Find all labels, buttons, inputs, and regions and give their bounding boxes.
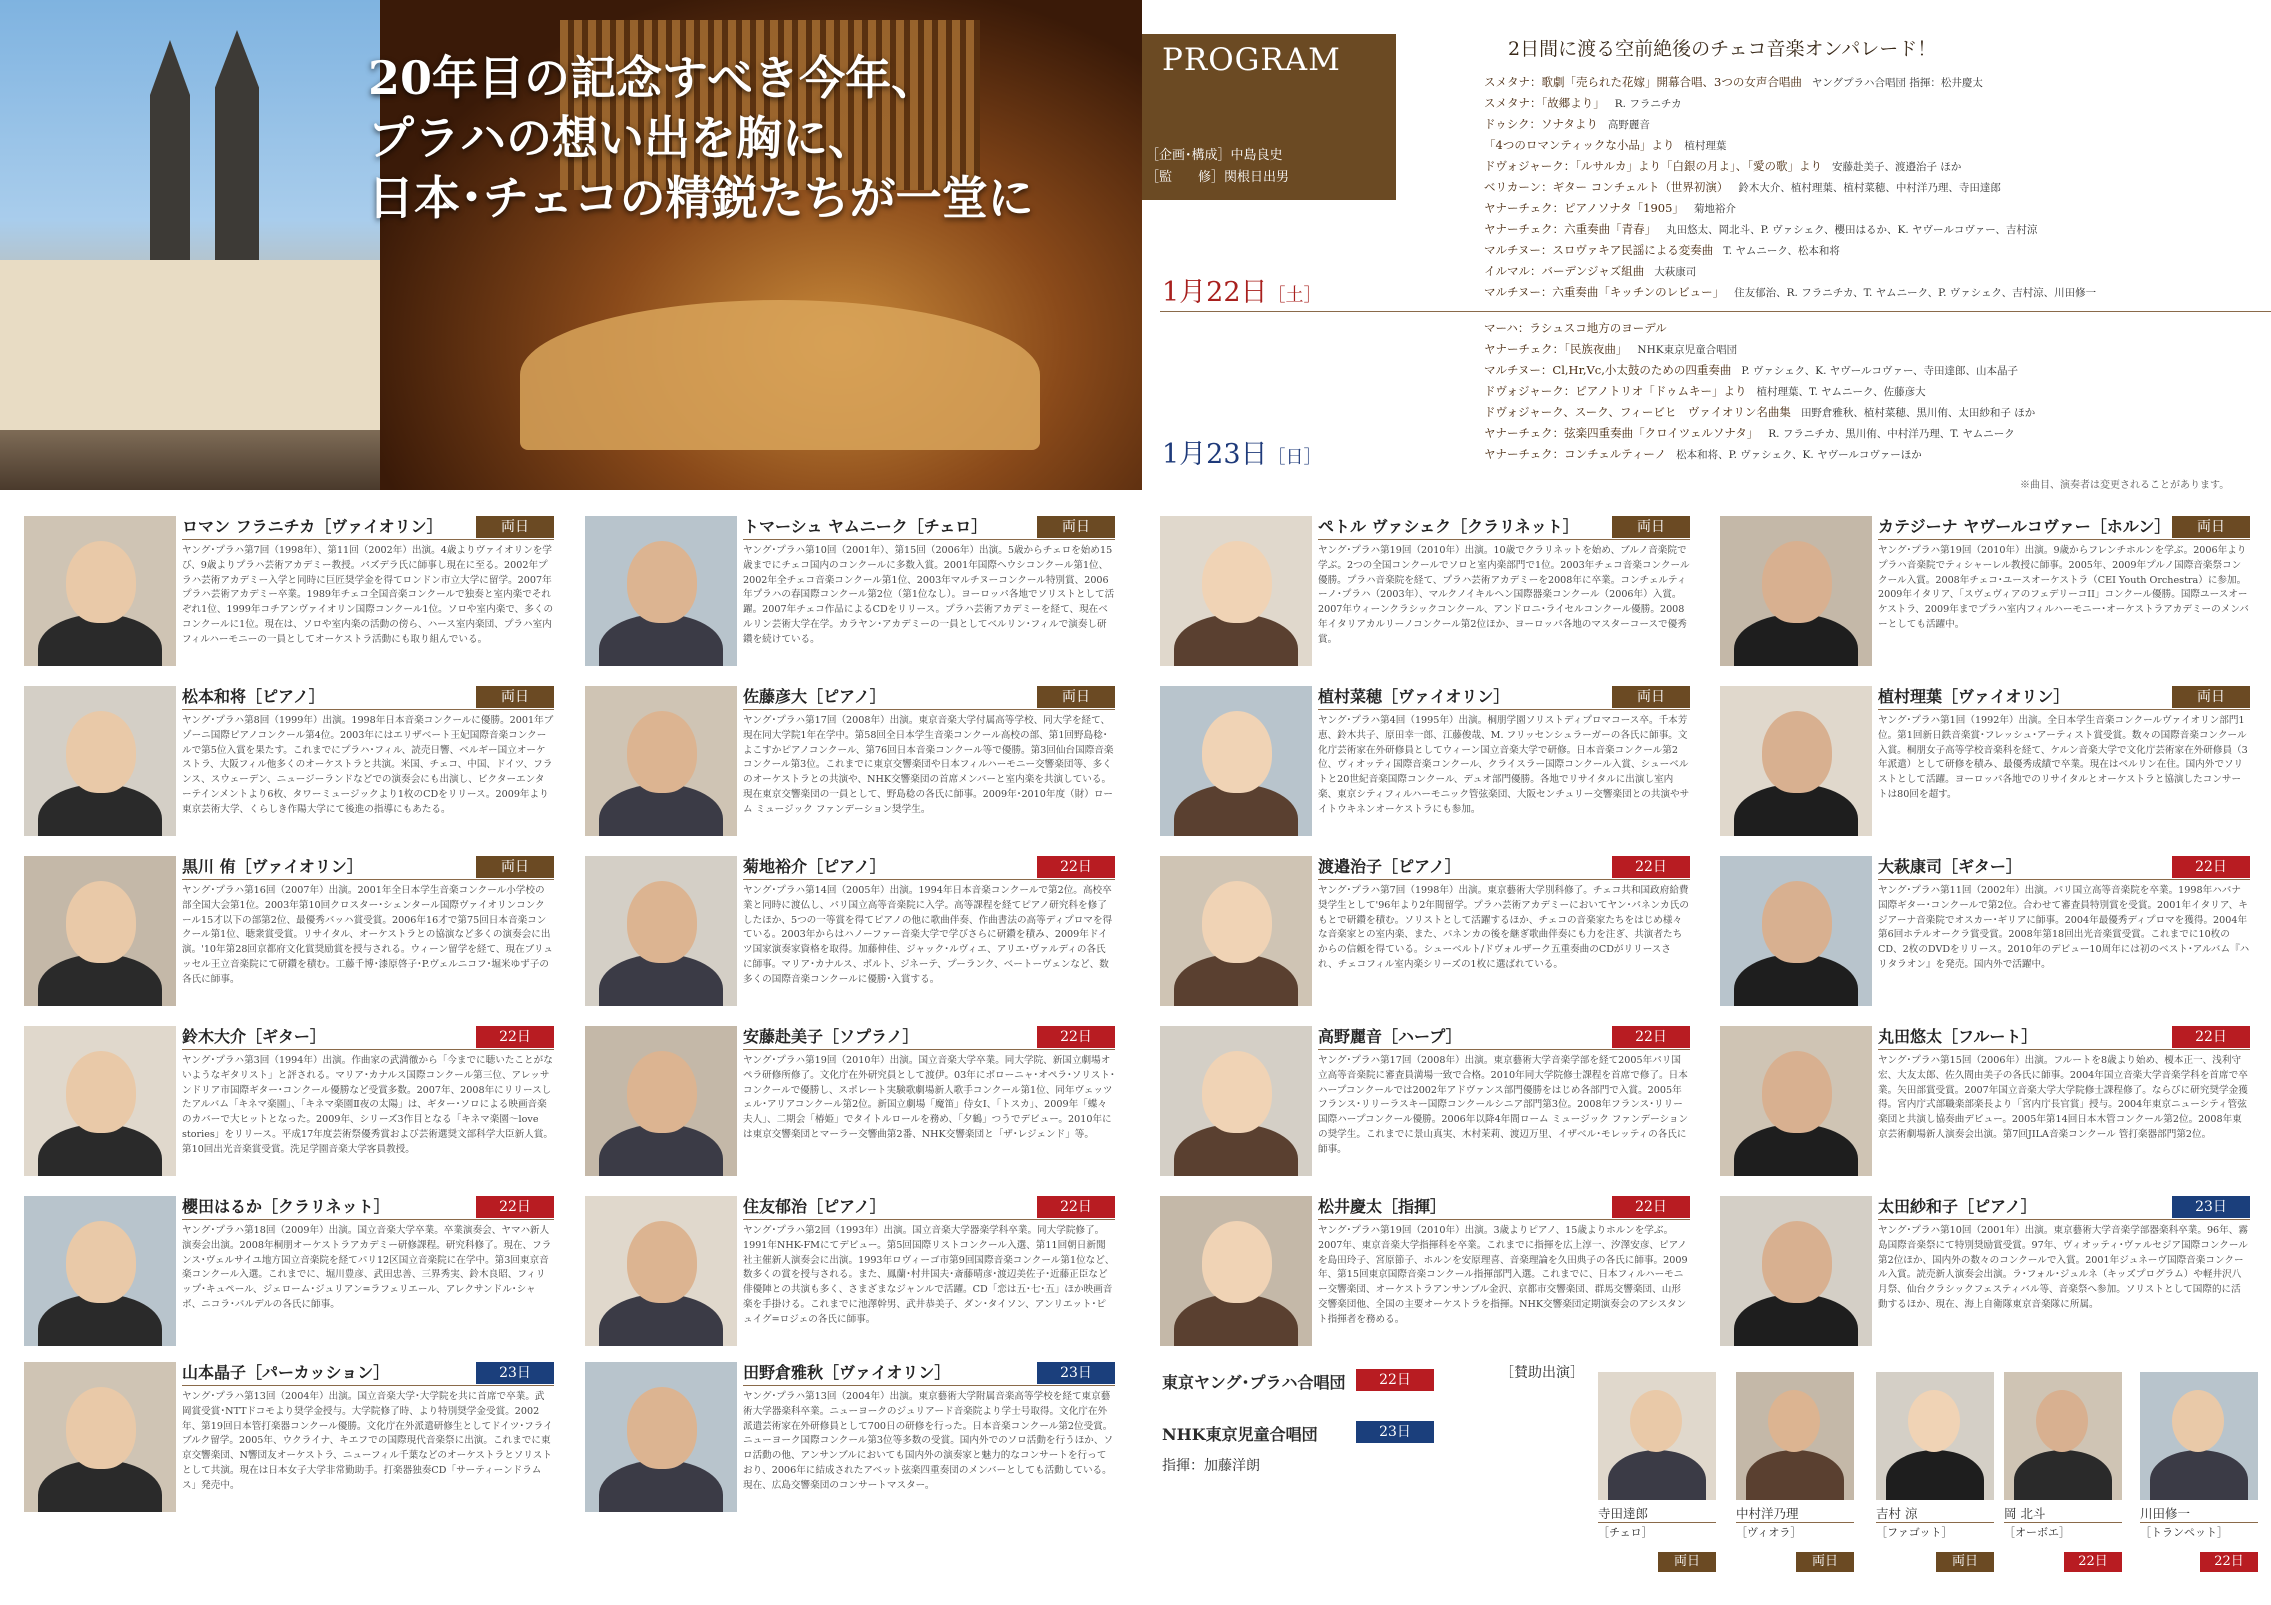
- program-work: ヤナーチェク：六重奏曲「青春」: [1484, 222, 1657, 236]
- performer-name: トマーシュ ヤムニーク［チェロ］: [743, 517, 988, 536]
- choir-nhk-tokyo-children: [1162, 1422, 1411, 1445]
- performer-bio: ヤング･プラハ第13回（2004年）出演。国立音楽大学･大学院を共に首席で卒業。武岡賞受賞･NTTドコモより奨学金授与。大学院修了時、より特別奨学金受賞。2002年、第19回日本管打楽器コンクール優勝。文化庁在外派遣研修生としてドイツ･フライブルク留学。2005年、ウクライナ、キエフでの国際現代音楽祭に出演。これまでに東京交響楽団、N響団友オーケストラ、ニューフィル千葉などのオーケストラとソリストとして共演。現在は日本女子大学非常勤助手。打楽器独奏CD「サーティーンドラムス」発売中。: [182, 1391, 553, 1491]
- program-item: [1484, 135, 1726, 156]
- name-underline: [743, 1385, 1115, 1386]
- performer-card: [1720, 686, 2250, 854]
- performer-card: [24, 856, 554, 1024]
- program-players: 高野麗音: [1607, 119, 1650, 131]
- choir-conductor: 指揮：加藤洋朗: [1162, 1458, 1260, 1474]
- performer-bio: ヤング･プラハ第16回（2007年）出演。2001年全日本学生音楽コンクール小学校の部全国大会第1位。2003年第10回クロスター･シェンタール国際ヴァイオリンコンクール15才以下の部第2位、最優秀バッハ賞受賞。2006年16才で第75回日本音楽コンクール第1位、聴衆賞受賞。リサイタル、オーケストラとの協演など多くの演奏会に出演。'10年第28回京都府文化賞奨励賞を授与される。ウィーン留学を経て、現在ブリュッセル王立音楽院にて研鑽を積む。工藤千博･漆原啓子･P.ヴェルニコフ･堀米ゆず子の各氏に師事。: [182, 885, 553, 985]
- photo-body: [1746, 1450, 1844, 1500]
- performer-bio: ヤング･プラハ第2回（1993年）出演。国立音楽大学器楽学科卒業。同大学院修了。1991年NHK-FMにてデビュー。第5回国際リストコンクール入選、第11回朝日新聞社主催新人演奏会に出演。1993年ロヴィーゴ市第9回国際音楽コンクール第1位など、数多くの賞を授与される。また、鳳蘭･村井国夫･斎藤晴彦･渡辺美佐子･近藤正臣など俳優陣との共演も多く、さまざまなジャンルで活躍。CD「恋は五･七･五」ほか映画音楽を手掛ける。これまでに池澤幹男、武井恭美子、ダン･タイソン、アンリエット･ピュイグ=ロジェの各氏に師事。: [743, 1225, 1115, 1325]
- support-performer: [1598, 1372, 1716, 1572]
- choir-name: 東京ヤング･プラハ合唱団: [1162, 1373, 1346, 1392]
- support-name: 岡 北斗: [2004, 1506, 2046, 1521]
- photo-head: [1630, 1390, 1682, 1452]
- performer-bio: ヤング･プラハ第10回（2001年）、第15回（2006年）出演。5歳からチェロを始め15歳までにチェコ国内のコンクールに多数入賞。2001年国際ヘウシコンクール第1位、2002年全チェコ音楽コンクール第1位、2003年マルチヌーコンクール特別賞、2006年プラハの春国際コンクール第2位（第1位なし）。ヨーロッパ各地でソリストとして活躍。2007年チェコ作品によるCDをリリース。プラハ芸術アカデミーを経て、現在ベルリン芸術大学在学。カラヤン･アカデミーの一員としてベルリン･フィルで演奏し研鑽を続けている。: [743, 545, 1115, 645]
- program-item: [1484, 261, 1696, 282]
- name-underline: [1878, 1219, 2250, 1220]
- performer-name: 高野麗音［ハープ］: [1318, 1027, 1462, 1046]
- day1-date-text: 1月22日: [1162, 277, 1268, 308]
- program-work: マルチヌー：スロヴァキア民謡による変奏曲: [1484, 243, 1714, 257]
- day-badge: 22日: [476, 1026, 554, 1048]
- day-badge: 22日: [2064, 1552, 2122, 1572]
- performer-photo: [1720, 856, 1872, 1006]
- program-item: [1484, 339, 1737, 360]
- program-players: 植村理葉、T. ヤムニーク、佐藤彦大: [1756, 386, 1926, 398]
- program-work: ベリカーン：ギター コンチェルト（世界初演）: [1484, 180, 1729, 194]
- performer-bio: ヤング･プラハ第17回（2008年）出演。東京藝術大学音楽学部を経て2005年パリ国立高等音楽院に審査員満場一致で合格。2010年同大学院修士課程を首席で修了。日本ハープコンクールでは2002年アドヴァンス部門優勝をはじめ各部門で入賞。2005年フランス･リリーラスキー国際コンクールシニア部門第3位。2008年フランス･リリー国際ハープコンクール優勝。2006年以降4年間ローム ミュージック ファンデーションの奨学生。これまでに景山真実、木村茉莉、渡辺万里、イザベル･モレッティの各氏に師事。: [1318, 1055, 1689, 1155]
- performer-card: [1720, 516, 2250, 684]
- photo-head: [1202, 1221, 1272, 1303]
- performer-name: 丸田悠太［フルート］: [1878, 1027, 2038, 1046]
- performer-card: [24, 686, 554, 854]
- performer-bio: ヤング･プラハ第18回（2009年）出演。国立音楽大学卒業。卒業演奏会、ヤマハ新人演奏会出演。2008年桐朋オーケストラアカデミー研修課程。研究科修了。現在、フランス･ヴェルサイユ地方国立音楽院を経てパリ12区国立音楽院に在学中。第3回東京音楽コンクール入選。これまでに、堀川豊彦、武田忠善、三界秀実、鈴木良昭、フィリップ･キュペール、ジェローム･ジュリアン=ラフェリエール、アレクサンドル･シャボ、ニコラ･バルデルの各氏に師事。: [182, 1225, 552, 1310]
- performer-name: 田野倉雅秋［ヴァイオリン］: [743, 1363, 951, 1382]
- performer-name: 渡邉治子［ピアノ］: [1318, 857, 1461, 876]
- day1-dow: ［土］: [1267, 285, 1322, 306]
- program-work: マルチヌー：Cl,Hr,Vc,小太鼓のための四重奏曲: [1484, 363, 1732, 377]
- photo-head: [66, 711, 136, 793]
- photo-head: [66, 881, 136, 963]
- program-players: R. フラニチカ、黒川侑、中村洋乃理、T. ヤムニーク: [1768, 428, 2015, 440]
- name-underline: [1878, 879, 2250, 880]
- performer-name: 菊地裕介［ピアノ］: [743, 857, 886, 876]
- photo-head: [1202, 541, 1272, 623]
- day-badge: 22日: [1037, 1196, 1115, 1218]
- program-item: [1484, 444, 1922, 465]
- support-instrument: ［オーボエ］: [2004, 1526, 2070, 1539]
- performer-name: 櫻田はるか［クラリネット］: [182, 1197, 390, 1216]
- orchestra-stage: [520, 300, 1040, 450]
- performer-card: [1720, 1196, 2250, 1364]
- program-players: 安藤赴美子、渡邉治子 ほか: [1831, 161, 1962, 173]
- day-badge: 22日: [1612, 1196, 1690, 1218]
- day-badge: 両日: [1936, 1552, 1994, 1572]
- photo-body: [1608, 1450, 1706, 1500]
- photo-head: [627, 711, 697, 793]
- performer-bio: ヤング･プラハ第19回（2010年）出演。10歳でクラリネットを始め、ブルノ音楽院で学ぶ。2つの全国コンクールでソロと室内楽部門で1位。2003年チェコ音楽コンクール優勝。プラハ音楽院を経て、プラハ芸術アカデミーを2008年に卒業。コンチェルティーノ･プラハ（2003年）、マルクノイキルヘン国際器楽コンクール（2006年）入賞。2007年ウィーンクラシックコンクール、アンドロニ･ライセルコンクール優勝。2008年イタリアカルリーノコンクール第2位ほか、ヨーロッパ各地のマスターコースで優秀賞。: [1318, 545, 1690, 645]
- performer-photo: [585, 1026, 737, 1176]
- performer-name: ロマン フラニチカ［ヴァイオリン］: [182, 517, 443, 536]
- support-name: 寺田達郎: [1598, 1506, 1649, 1521]
- photo-body: [2150, 1450, 2248, 1500]
- performer-card: [585, 856, 1115, 1024]
- program-credit-planning: ［企画･構成］中島良史: [1146, 148, 1283, 163]
- name-underline: [1318, 1219, 1690, 1220]
- support-photo: [1598, 1372, 1716, 1500]
- photo-body: [1886, 1450, 1984, 1500]
- performer-card: [1160, 516, 1690, 684]
- program-players: T. ヤムニーク、松本和将: [1723, 245, 1840, 257]
- program-work: ヤナーチェク：コンチェルティーノ: [1484, 447, 1667, 461]
- performer-card: [585, 1026, 1115, 1194]
- day-badge: 両日: [2172, 686, 2250, 708]
- day-badge: 22日: [1037, 1026, 1115, 1048]
- hero-title: 20年目の記念すべき今年、 プラハの想い出を胸に、 日本･チェコの精鋭たちが一堂に: [368, 51, 1034, 225]
- support-performer: [1876, 1372, 1994, 1572]
- program-item: [1484, 360, 2018, 381]
- photo-head: [1762, 711, 1832, 793]
- day-badge: 22日: [476, 1196, 554, 1218]
- performer-bio: ヤング･プラハ第3回（1994年）出演。作曲家の武満徹から「今までに聴いたことがないようなギタリスト」と評される。マリア･カナルス国際コンクール第三位、アレッサンドリア市国際ギター･コンクール優勝など受賞多数。2007年、2008年にリリースしたアルバム「キネマ楽園」、「キネマ楽園Ⅱ夜の太陽」は、ギター･ソロによる映画音楽のカバーで大ヒットとなった。2009年、シリーズ3作目となる「キネマ楽園～love stories」をリリース。平成17年度芸術祭優秀賞および芸術選奨文部科学大臣新人賞。第10回出光音楽賞受賞。洗足学園音楽大学客員教授。: [182, 1055, 554, 1155]
- program-work: マルチヌー：六重奏曲「キッチンのレビュー」: [1484, 285, 1725, 299]
- photo-head: [1762, 1051, 1832, 1133]
- program-work: ヤナーチェク：ピアノソナタ「1905」: [1484, 201, 1684, 215]
- photo-head: [627, 1221, 697, 1303]
- day1-date: [1162, 270, 1322, 309]
- day-badge: 22日: [2172, 856, 2250, 878]
- performer-card: [585, 1196, 1115, 1364]
- performer-bio: ヤング･プラハ第11回（2002年）出演。パリ国立高等音楽院を卒業。1998年ハバナ国際ギター･コンクールで第2位。合わせて審査員特別賞を受賞。2001年イタリア、キジアーナ音楽院でオスカー･ギリアに師事。2004年最優秀ディプロマを獲得。2004年第6回ホテルオークラ賞受賞。2008年第18回出光音楽賞受賞。これまでに10枚のCD、2枚のDVDをリリース。2010年のデビュー10周年には初のベスト･アルバム『ハリタラオン』を発売。国内外で活躍中。: [1878, 885, 2250, 970]
- photo-head: [66, 1387, 136, 1469]
- photo-head: [66, 541, 136, 623]
- performer-photo: [24, 1196, 176, 1346]
- photo-head: [627, 1051, 697, 1133]
- performer-bio: ヤング･プラハ第1回（1992年）出演。全日本学生音楽コンクールヴァイオリン部門1位。第1回新日鉄音楽賞･フレッシュ･アーティスト賞受賞。数々の国際音楽コンクール入賞。桐朋女子高等学校音楽科を経て、ケルン音楽大学で文化庁芸術家在外研修員（3年派遣）として研修を積み、最優秀成績で卒業。現在はベルリン在住。国内外でソリストとして活躍。ヨーロッパ各地でのリサイタルとオーケストラと協演したコンサートは80回を超す。: [1878, 715, 2248, 800]
- support-performer: [1736, 1372, 1854, 1572]
- photo-head: [1762, 881, 1832, 963]
- support-title: ［賛助出演］: [1500, 1365, 1584, 1381]
- photo-head: [1768, 1390, 1820, 1452]
- photo-head: [627, 1387, 697, 1469]
- name-underline: [182, 709, 554, 710]
- program-item: [1484, 72, 1983, 93]
- program-title: PROGRAM: [1162, 42, 1341, 78]
- name-underline: [743, 1219, 1115, 1220]
- program-work: イルマル：バーデンジャズ組曲: [1484, 264, 1645, 278]
- program-item: [1484, 381, 1926, 402]
- photo-head: [627, 881, 697, 963]
- name-underline: [1878, 539, 2250, 540]
- day-badge: 両日: [1037, 686, 1115, 708]
- performer-name: 松本和将［ピアノ］: [182, 687, 325, 706]
- name-underline: [743, 709, 1115, 710]
- day-badge: 22日: [1612, 1026, 1690, 1048]
- performer-photo: [24, 856, 176, 1006]
- day-badge: 22日: [2172, 1026, 2250, 1048]
- photo-head: [1762, 541, 1832, 623]
- program-item: [1484, 423, 2015, 444]
- support-instrument: ［ファゴット］: [1876, 1526, 1953, 1539]
- day-badge: 23日: [1037, 1362, 1115, 1384]
- program-work: ドヴォジャーク、スーク、フィービヒ ヴァイオリン名曲集: [1484, 405, 1791, 419]
- program-work: スメタナ：「故郷より」: [1484, 96, 1605, 110]
- performer-photo: [1160, 1196, 1312, 1346]
- photo-head: [627, 541, 697, 623]
- program-work: マーハ：ラシュスコ地方のヨーデル: [1484, 321, 1667, 335]
- program-divider: [1160, 311, 2271, 312]
- day2-date: [1162, 432, 1322, 471]
- support-name: 吉村 涼: [1876, 1506, 1918, 1521]
- day-badge: 22日: [1037, 856, 1115, 878]
- performer-card: [585, 516, 1115, 684]
- support-name: 中村洋乃理: [1736, 1506, 1799, 1521]
- photo-head: [2036, 1390, 2088, 1452]
- performer-bio: ヤング･プラハ第15回（2006年）出演。フルートを8歳より始め、榎本正一、浅利守宏、大友太郎、佐久間由美子の各氏に師事。2004年国立音楽大学音楽学科を首席で卒業。矢田部賞受賞。2007年国立音楽大学大学院修士課程修了。ならびに研究奨学金獲得。宮内庁式部職楽部楽長より「宮内庁長官賞」授与。2004年東京ニューシティ管弦楽団と共演し協奏曲デビュー。2005年第14回日本木管コンクール第2位。2008年東京芸術劇場新人演奏会出演。第7回JILA音楽コンクール 管打楽器部門第2位。: [1878, 1055, 2248, 1140]
- program-work: 「4つのロマンティックな小品」より: [1484, 138, 1675, 152]
- performer-photo: [24, 1362, 176, 1512]
- name-underline: [182, 1385, 554, 1386]
- name-underline: [1736, 1522, 1854, 1523]
- performer-bio: ヤング･プラハ第19回（2010年）出演。国立音楽大学卒業。同大学院、新国立劇場オペラ研修所修了。文化庁在外研究員として渡伊。03年にボローニャ･オペラ･ソリスト･コンクールで優勝し、スポレート実験歌劇場新人歌手コンクール第1位、同年ヴェッツェル･アリアコンクール第2位。新国立劇場「魔笛」侍女I、「トスカ」、2009年「蝶々夫人」、二期会「椿姫」でタイトルロールを務め、「夕鶴」つうでデビュー。2010年には東京交響楽団とマーラー交響曲第2番、NHK交響楽団と「ザ･レジェンド」等。: [743, 1055, 1115, 1140]
- program-item: [1484, 402, 2035, 423]
- performer-photo: [1160, 686, 1312, 836]
- photo-head: [1202, 881, 1272, 963]
- support-instrument: ［ヴィオラ］: [1736, 1526, 1802, 1539]
- name-underline: [1318, 879, 1690, 880]
- name-underline: [1598, 1522, 1716, 1523]
- performer-photo: [585, 686, 737, 836]
- program-headline: 2日間に渡る空前絶後のチェコ音楽オンパレード！: [1508, 38, 1937, 60]
- performer-photo: [1720, 1196, 1872, 1346]
- program-item: [1484, 240, 1840, 261]
- program-credit-supervision: ［監 修］関根日出男: [1146, 170, 1290, 185]
- program-item: [1484, 114, 1650, 135]
- performer-name: 太田紗和子［ピアノ］: [1878, 1197, 2037, 1216]
- performer-photo: [1160, 856, 1312, 1006]
- day-badge: 両日: [2172, 516, 2250, 538]
- day-badge: 両日: [1612, 686, 1690, 708]
- program-players: 菊地裕介: [1693, 203, 1736, 215]
- performer-bio: ヤング･プラハ第19回（2010年）出演。3歳よりピアノ、15歳よりホルンを学ぶ。2007年、東京音楽大学指揮科を卒業。これまでに指揮を広上淳一、汐澤安彦、ピアノを島田玲子、宮原節子、ホルンを安原理喜、音楽理論を久田典子の各氏に師事。2009年、第15回東京国際音楽コンクール指揮部門入選。これまでに、日本フィルハーモニー交響楽団、オーケストラアンサンブル金沢、京都市交響楽団、群馬交響楽団、山形交響楽団他、全国の主要オーケストラを指揮。NHK交響楽団定期演奏会のアシスタント指揮者を務める。: [1318, 1225, 1688, 1325]
- name-underline: [743, 879, 1115, 880]
- name-underline: [1876, 1522, 1994, 1523]
- performer-photo: [1720, 686, 1872, 836]
- day-badge: 23日: [476, 1362, 554, 1384]
- day-badge: 両日: [476, 516, 554, 538]
- performer-photo: [24, 516, 176, 666]
- program-work: ヤナーチェク：弦楽四重奏曲「クロイツェルソナタ」: [1484, 426, 1759, 440]
- day-badge: 22日: [1612, 856, 1690, 878]
- performer-card: [24, 516, 554, 684]
- name-underline: [743, 539, 1115, 540]
- performer-photo: [24, 686, 176, 836]
- name-underline: [182, 879, 554, 880]
- performer-photo: [1720, 516, 1872, 666]
- program-item: [1484, 282, 2096, 303]
- hero-photo: [0, 0, 1142, 490]
- performer-photo: [1720, 1026, 1872, 1176]
- photo-head: [1908, 1390, 1960, 1452]
- photo-body: [2014, 1450, 2112, 1500]
- performer-name: ペトル ヴァシェク［クラリネット］: [1318, 517, 1579, 536]
- program-work: ドヴォジャーク：「ルサルカ」より「白銀の月よ」、「愛の歌」より: [1484, 159, 1822, 173]
- performer-photo: [585, 1196, 737, 1346]
- name-underline: [182, 1219, 554, 1220]
- performer-name: 植村菜穂［ヴァイオリン］: [1318, 687, 1510, 706]
- day-badge: 両日: [1796, 1552, 1854, 1572]
- support-photo: [2004, 1372, 2122, 1500]
- support-photo: [1876, 1372, 1994, 1500]
- program-players: 田野倉雅秋、植村菜穂、黒川侑、太田紗和子 ほか: [1800, 407, 2036, 419]
- program-players: P. ヴァシェク、K. ヤヴールコヴァー、寺田達郎、山本晶子: [1741, 365, 2019, 377]
- program-item: [1484, 177, 2001, 198]
- performer-card: [1160, 856, 1690, 1024]
- photo-head: [1202, 1051, 1272, 1133]
- program-players: 松本和将、P. ヴァシェク、K. ヤヴールコヴァーほか: [1676, 449, 1922, 461]
- photo-head: [1202, 711, 1272, 793]
- performer-name: 植村理葉［ヴァイオリン］: [1878, 687, 2070, 706]
- day-badge: 両日: [476, 856, 554, 878]
- support-instrument: ［トランペット］: [2140, 1526, 2228, 1539]
- performer-card: [585, 686, 1115, 854]
- program-players: ヤングプラハ合唱団 指揮：松井慶太: [1811, 77, 1983, 89]
- performer-bio: ヤング･プラハ第7回（1998年）、第11回（2002年）出演。4歳よりヴァイオリンを学び、9歳よりプラハ芸術アカデミー教授。パズデラ氏に師事し現在に至る。2002年プラハ芸術アカデミー入学と同時に巨匠奨学金を得てロンドン市立大学に留学。2007年プラハ芸術アカデミー卒業。1989年チェコ全国音楽コンクールで独奏と室内楽でそれぞれ1位、1999年コチアンヴァイオリン国際コンクール1位。ソロや室内楽で、多くのコンクールに1位。現在は、ソロや室内楽の活動の傍ら、ハース室内楽団、プラハ室内フィルハーモニーの一員としてオーケストラ活動にも取り組んでいる。: [182, 545, 554, 645]
- day-badge: 23日: [1356, 1421, 1434, 1443]
- performer-card: [1160, 686, 1690, 854]
- program-item: [1484, 318, 1677, 339]
- program-players: 植村理葉: [1684, 140, 1727, 152]
- program-work: ドゥシク：ソナタより: [1484, 117, 1598, 131]
- performer-card: [1160, 1026, 1690, 1194]
- name-underline: [1878, 1049, 2250, 1050]
- program-work: ドヴォジャーク：ピアノトリオ「ドゥムキー」より: [1484, 384, 1747, 398]
- program-item: [1484, 93, 1682, 114]
- support-name: 川田修一: [2140, 1506, 2191, 1521]
- day-badge: 両日: [476, 686, 554, 708]
- name-underline: [182, 539, 554, 540]
- performer-name: 佐藤彦大［ピアノ］: [743, 687, 886, 706]
- program-note: ※曲目、演奏者は変更されることがあります。: [2020, 480, 2230, 491]
- name-underline: [1878, 709, 2250, 710]
- program-players: NHK東京児童合唱団: [1637, 344, 1738, 356]
- program-work: ヤナーチェク：「民族夜曲」: [1484, 342, 1628, 356]
- day-badge: 22日: [1356, 1369, 1434, 1391]
- program-item: [1484, 156, 1961, 177]
- performer-card: [24, 1026, 554, 1194]
- old-town-buildings: [0, 260, 380, 430]
- performer-bio: ヤング･プラハ第4回（1995年）出演。桐朋学園ソリストディプロマコース卒。千本芳恵、鈴木共子、原田幸一郎、江藤俊哉、M. フリッセンシュラーガーの各氏に師事。文化庁芸術家在外研修員としてウィーン国立音楽大学で研修。日本音楽コンクール第2位、ヴィオッティ国際音楽コンクール、クライスラー国際コンクール入賞、シューベルトと20世紀音楽国際コンクール、デュオ部門優勝。各地でリサイタルに出演し室内楽、東京シティフィルハーモニック管弦楽団、大阪センチュリー交響楽団との共演やサイトウキネンオーケストラにも参加。: [1318, 715, 1690, 815]
- performer-bio: ヤング･プラハ第8回（1999年）出演。1998年日本音楽コンクールに優勝。2001年ブゾーニ国際ピアノコンクール第4位。2003年にはエリザベート王妃国際音楽コンクールで第5位入賞を果たす。これまでにプラハ･フィル、読売日響、ベルギー国立オーケストラ、大阪フィル他多くのオーケストラと共演。米国、チェコ、中国、ドイツ、フランス、スウェーデン、ニュージーランドなどでの演奏会にも出演し、ビクターエンターテインメントより6枚、タワーミュージックより1枚のCDをリリース。2009年より東京芸術大学、くらしき作陽大学にて後進の指導にもあたる。: [182, 715, 554, 815]
- performer-bio: ヤング･プラハ第14回（2005年）出演。1994年日本音楽コンクールで第2位。高校卒業と同時に渡仏し、パリ国立高等音楽院に入学。高等課程を経てピアノ研究科を修了したほか、5つの一等賞を得てピアノの他に歌曲伴奏、作曲書法の高等ディプロマを得ている。2003年からはハノーファー音楽大学で学びさらに研鑽を積み、2009年ドイツ国家演奏家資格を取得。加藤伸佳、ジャック･ルヴィエ、アリエ･ヴァルディの各氏に師事。マリア･カナルス、ボルト、ジネーテ、プーランク、ベートーヴェンなど、数多くの国際音楽コンクールに優勝･入賞する。: [743, 885, 1113, 985]
- performer-name: 大萩康司［ギター］: [1878, 857, 2022, 876]
- performer-photo: [24, 1026, 176, 1176]
- program-players: 丸田悠太、岡北斗、P. ヴァシェク、櫻田はるか、K. ヤヴールコヴァー、吉村涼: [1666, 224, 2038, 236]
- name-underline: [743, 1049, 1115, 1050]
- day-badge: 両日: [1658, 1552, 1716, 1572]
- photo-head: [66, 1051, 136, 1133]
- program-work: スメタナ：歌劇「売られた花嫁」開幕合唱、3つの女声合唱曲: [1484, 75, 1802, 89]
- performer-photo: [585, 856, 737, 1006]
- name-underline: [1318, 709, 1690, 710]
- name-underline: [2140, 1522, 2258, 1523]
- performer-card: [1160, 1196, 1690, 1364]
- day-badge: 両日: [1037, 516, 1115, 538]
- performer-bio: ヤング･プラハ第7回（1998年）出演。東京藝術大学別科修了。チェコ共和国政府給費奨学生として'96年より2年間留学。プラハ芸術アカデミーにおいてヤン･パネンカ氏のもとで研鑽を積む。ソリストとして活躍するほか、チェコの音楽家たちをはじめ様々な音楽家との室内楽、また、パネンカの後を継ぎ歌曲伴奏にも力を注ぎ、共演者たちからの信頼を得ている。シューベルト/ドヴォルザーク五重奏曲のCDがリリースされ、チェコフィル室内楽シリーズの1枚に選ばれている。: [1318, 885, 1689, 970]
- day-badge: 両日: [1612, 516, 1690, 538]
- performer-card: [1720, 856, 2250, 1024]
- performer-name: 安藤赴美子［ソプラノ］: [743, 1027, 919, 1046]
- choir-name: NHK東京児童合唱団: [1162, 1425, 1318, 1444]
- performer-card: [585, 1362, 1115, 1530]
- performer-name: 黒川 侑［ヴァイオリン］: [182, 857, 363, 876]
- program-players: 鈴木大介、植村理葉、植村菜穂、中村洋乃理、寺田達郎: [1738, 182, 2001, 194]
- day2-date-text: 1月23日: [1162, 439, 1268, 470]
- performer-card: [24, 1196, 554, 1364]
- support-instrument: ［チェロ］: [1598, 1526, 1653, 1539]
- performer-photo: [585, 516, 737, 666]
- program-box: [1142, 34, 1396, 200]
- performer-name: カテジーナ ヤヴールコヴァー［ホルン］: [1878, 517, 2171, 536]
- performer-card: [24, 1362, 554, 1530]
- support-photo: [1736, 1372, 1854, 1500]
- performer-photo: [585, 1362, 737, 1512]
- name-underline: [2004, 1522, 2122, 1523]
- photo-head: [1762, 1221, 1832, 1303]
- support-performer: [2140, 1372, 2258, 1572]
- performer-photo: [1160, 516, 1312, 666]
- program-players: R. フラニチカ: [1614, 98, 1682, 110]
- day-badge: 23日: [2172, 1196, 2250, 1218]
- program-players: 大萩康司: [1654, 266, 1697, 278]
- performer-card: [1720, 1026, 2250, 1194]
- photo-head: [66, 1221, 136, 1303]
- performer-bio: ヤング･プラハ第17回（2008年）出演。東京音楽大学付属高等学校、同大学を経て、現在同大学院1年在学中。第58回全日本学生音楽コンクール高校の部、第1回野島稔･よこすかピアノコンクール、第76回日本音楽コンクール等で優勝。第3回仙台国際音楽コンクール第3位。これまでに東京交響楽団や日本フィルハーモニー交響楽団等、多くのオーケストラとの共演や、NHK交響楽団の首席メンバーと室内楽を共演している。現在東京交響楽団の一員として、野島稔の各氏に師事。2009年･2010年度（財）ローム ミュージック ファンデーション奨学生。: [743, 715, 1114, 815]
- performer-bio: ヤング･プラハ第10回（2001年）出演。東京藝術大学音楽学部器楽科卒業。96年、霧島国際音楽祭にて特別奨励賞受賞。97年、ヴィオッティ･ヴァルセジア国際コンクール第2位ほか、国内外の数々のコンクールで入賞。2001年ジュネーヴ国際音楽コンクール入賞。読売新人演奏会出演。ラ･フォル･ジュルネ（キッズプログラム）や軽井沢八月祭、仙台クラシックフェスティバル等、音楽祭へ参加。ソリストとして国際的に活動するほか、現在、海上自衛隊東京音楽隊に所属。: [1878, 1225, 2248, 1310]
- photo-head: [2172, 1390, 2224, 1452]
- name-underline: [1318, 539, 1690, 540]
- performer-name: 鈴木大介［ギター］: [182, 1027, 326, 1046]
- performer-name: 住友郁治［ピアノ］: [743, 1197, 886, 1216]
- performer-photo: [1160, 1026, 1312, 1176]
- performer-bio: ヤング･プラハ第13回（2004年）出演。東京藝術大学附属音楽高等学校を経て東京藝術大学器楽科卒業。ニューヨークのジュリアード音楽院より学士号取得。文化庁在外派遣芸術家在外研修員として700日の研修を行った。日本音楽コンクール第2位受賞。ニューヨーク国際コンクール第3位等多数の受賞。国内外でのソロ活動を行うほか、ソロ活動の他、アンサンブルにおいても国内外の演奏家と魅力的なコンサートを行っており、2006年に結成されたアベット弦楽四重奏団のメンバーとしても活動している。現在、広島交響楽団のコンサートマスター。: [743, 1391, 1114, 1491]
- performer-name: 松井慶太［指揮］: [1318, 1197, 1447, 1216]
- name-underline: [182, 1049, 554, 1050]
- performer-bio: ヤング･プラハ第19回（2010年）出演。9歳からフレンチホルンを学ぶ。2006年よりプラハ音楽院でティシャーレル教授に師事。2005年、2009年プルノ国際音楽祭コンクール入賞。2008年チェコ･ユースオーケストラ（CEI Youth Orchestra）に参加。2009年イタリア、「スヴェヴィアのフェデリーコII」コンクール優勝。国際ユースオーケストラ、2009年までプラハ室内フィルハーモニー･オーケストラアカデミーのメンバーとしても活躍中。: [1878, 545, 2249, 630]
- day2-dow: ［日］: [1267, 447, 1322, 468]
- day-badge: 22日: [2200, 1552, 2258, 1572]
- program-item: [1484, 219, 2037, 240]
- support-photo: [2140, 1372, 2258, 1500]
- name-underline: [1318, 1049, 1690, 1050]
- performer-name: 山本晶子［パーカッション］: [182, 1363, 390, 1382]
- program-players: 住友郁治、R. フラニチカ、T. ヤムニーク、P. ヴァシェク、吉村涼、川田修一: [1734, 287, 2097, 299]
- choir-tokyo-young-praha: [1162, 1370, 1411, 1393]
- support-performer: [2004, 1372, 2122, 1572]
- program-item: [1484, 198, 1736, 219]
